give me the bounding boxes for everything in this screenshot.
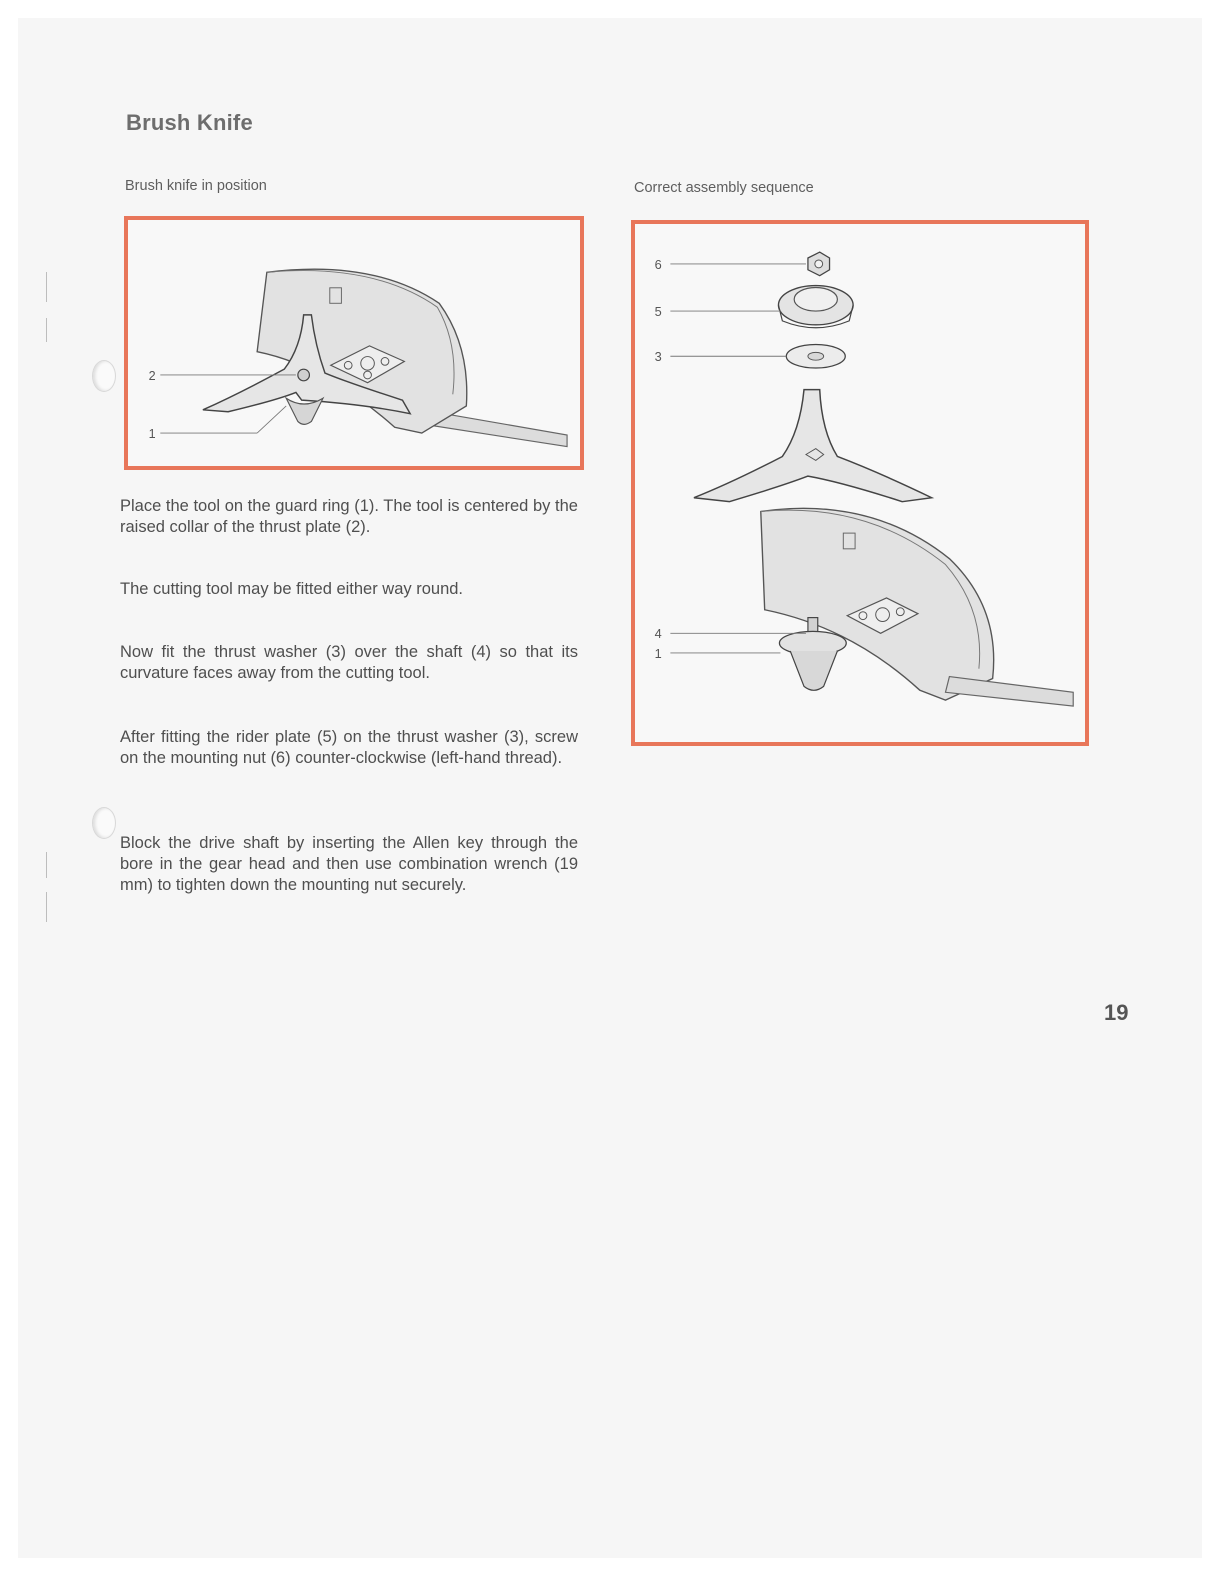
- figure-brush-knife-in-position: [124, 216, 584, 470]
- instruction-paragraph: Now fit the thrust washer (3) over the shaft (4) so that its curvature faces away from the cutting tool.: [120, 643, 578, 682]
- thrust-washer-hole: [808, 352, 824, 360]
- figure-right-caption: Correct assembly sequence: [634, 180, 814, 196]
- binder-hole-upper: [92, 360, 116, 392]
- collar-nut: [298, 369, 310, 381]
- rider-plate-hub: [794, 287, 837, 311]
- callout-label-6: 6: [654, 256, 662, 272]
- drive-shaft: [945, 677, 1073, 706]
- callout-label-1: 1: [148, 426, 156, 441]
- instruction-paragraph: Block the drive shaft by inserting the Allen key through the bore in the gear head and then use combination wrench (19 mm) to tighten down the mounting nut securely.: [120, 834, 578, 894]
- instruction-paragraph: Place the tool on the guard ring (1). The tool is centered by the raised collar of the thrust plate (2).: [120, 497, 578, 536]
- callout-label-5: 5: [654, 303, 662, 319]
- instruction-paragraph: The cutting tool may be fitted either way round.: [120, 580, 464, 598]
- callout-label-2: 2: [148, 368, 156, 383]
- edge-mark: [46, 892, 47, 922]
- page-title: Brush Knife: [126, 110, 253, 135]
- instruction-paragraph: After fitting the rider plate (5) on the thrust washer (3), screw on the mounting nut (6) counter-clockwise (left-hand thread).: [120, 728, 578, 767]
- edge-mark: [46, 318, 47, 342]
- thrust-plate-collar: [790, 651, 837, 690]
- binder-hole-lower: [92, 807, 116, 839]
- callout-leader-1: [257, 406, 286, 433]
- mounting-nut-bore: [815, 260, 823, 268]
- figure-left-caption: Brush knife in position: [125, 178, 267, 194]
- callout-label-3: 3: [654, 349, 662, 365]
- brush-knife-illustration: [128, 220, 580, 466]
- callout-label-1: 1: [654, 645, 662, 661]
- figure-assembly-sequence: [631, 220, 1089, 746]
- brush-knife-blade: [694, 390, 932, 502]
- thrust-plate-collar: [286, 398, 323, 424]
- assembly-sequence-illustration: [635, 224, 1085, 742]
- callout-label-4: 4: [654, 626, 662, 642]
- page-number: 19: [1104, 1000, 1129, 1025]
- edge-mark: [46, 272, 47, 302]
- edge-mark: [46, 852, 47, 878]
